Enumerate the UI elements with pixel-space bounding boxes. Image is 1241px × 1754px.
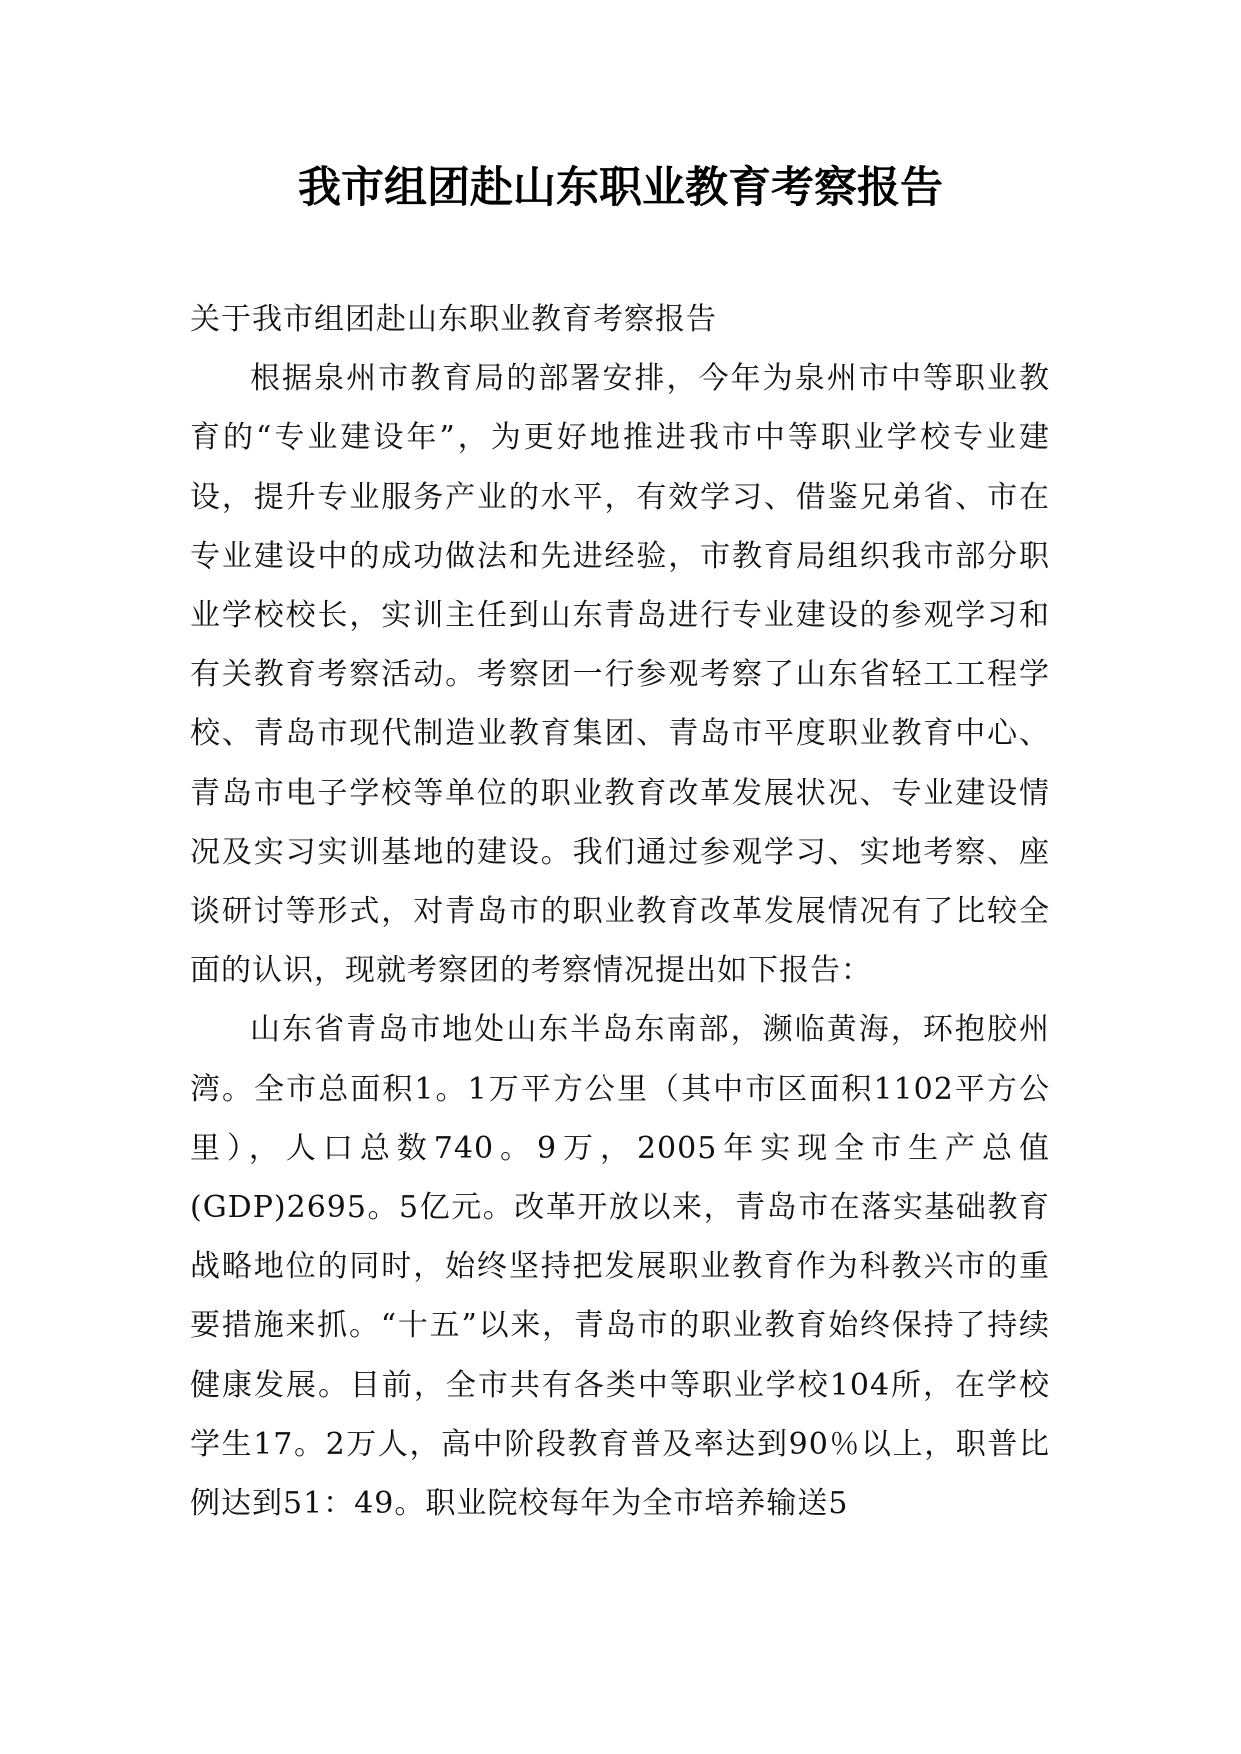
document-body: [190, 290, 1050, 1533]
report-subtitle: 关于我市组团赴山东职业教育考察报告: [190, 302, 717, 337]
document-title: 我市组团赴山东职业教育考察报告: [298, 163, 943, 213]
paragraph-intro: 根据泉州市教育局的部署安排，今年为泉州市中等职业教育的“专业建设年”，为更好地推进我市中等职业学校专业建设，提升专业服务产业的水平，有效学习、借鉴兄弟省、市在专业建设中的成功做法和先进经验，市教育局组织我市部分职业学校校长，实训主任到山东青岛进行专业建设的参观学习和有关教育考察活动。考察团一行参观考察了山东省轻工工程学校、青岛市现代制造业教育集团、青岛市平度职业教育中心、青岛市电子学校等单位的职业教育改革发展状况、专业建设情况及实习实训基地的建设。我们通过参观学习、实地考察、座谈研讨等形式，对青岛市的职业教育改革发展情况有了比较全面的认识，现就考察团的考察情况提出如下报告：: [190, 361, 1050, 989]
paragraph-qingdao-overview: 山东省青岛市地处山东半岛东南部，濒临黄海，环抱胶州湾。全市总面积1。1万平方公里（其中市区面积1102平方公里），人口总数740。9万，2005年实现全市生产总值(GDP)2695。5亿元。改革开放以来，青岛市在落实基础教育战略地位的同时，始终坚持把发展职业教育作为科教兴市的重要措施来抓。“十五”以来，青岛市的职业教育始终保持了持续健康发展。目前，全市共有各类中等职业学校104所，在学校学生17。2万人，高中阶段教育普及率达到90％以上，职普比例达到51：49。职业院校每年为全市培养输送5: [190, 1012, 1050, 1522]
